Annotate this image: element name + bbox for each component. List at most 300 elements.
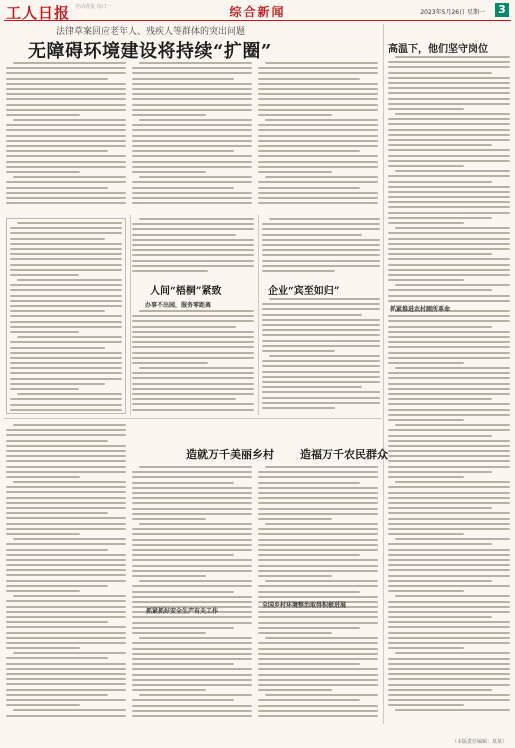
- text-line: [10, 289, 122, 291]
- text-line: [132, 202, 252, 204]
- text-line: [10, 367, 122, 369]
- text-line: [139, 580, 252, 582]
- text-line: [262, 265, 380, 267]
- text-line: [132, 668, 252, 670]
- text-line: [132, 679, 252, 681]
- text-line: [6, 476, 80, 478]
- text-line: [395, 113, 510, 115]
- text-line: [388, 455, 510, 457]
- text-line: [388, 440, 510, 442]
- text-line: [6, 533, 80, 535]
- text-line: [132, 596, 252, 598]
- lead-body-col-3: [258, 62, 378, 212]
- text-line: [388, 72, 492, 74]
- text-line: [10, 232, 122, 234]
- text-line: [258, 642, 378, 644]
- text-line: [10, 321, 122, 323]
- text-line: [265, 637, 378, 639]
- text-line: [258, 104, 378, 106]
- text-line: [262, 249, 380, 251]
- text-line: [6, 663, 126, 665]
- text-line: [388, 554, 510, 556]
- text-line: [10, 372, 122, 374]
- text-line: [258, 653, 378, 655]
- text-line: [132, 653, 252, 655]
- text-line: [10, 347, 105, 349]
- text-line: [388, 621, 510, 623]
- text-line: [132, 632, 206, 634]
- text-line: [258, 192, 378, 194]
- text-line: [388, 222, 464, 224]
- text-line: [13, 709, 126, 711]
- text-line: [388, 92, 510, 94]
- text-line: [132, 393, 254, 395]
- text-line: [388, 471, 492, 473]
- text-line: [258, 674, 378, 676]
- text-line: [388, 139, 510, 141]
- text-line: [132, 601, 252, 603]
- text-line: [132, 699, 234, 701]
- text-line: [262, 334, 380, 336]
- text-line: [258, 124, 378, 126]
- text-line: [258, 611, 378, 613]
- text-line: [388, 523, 510, 525]
- text-line: [388, 476, 464, 478]
- text-line: [139, 176, 252, 178]
- text-line: [132, 129, 252, 131]
- text-line: [262, 270, 335, 272]
- boxed-story: [6, 218, 126, 414]
- text-line: [6, 434, 126, 436]
- text-line: [258, 705, 378, 707]
- text-line: [388, 357, 510, 359]
- text-line: [388, 155, 510, 157]
- text-line: [388, 689, 492, 691]
- text-line: [388, 658, 510, 660]
- text-line: [132, 409, 254, 411]
- lead-kicker: 法律草案回应老年人、残疾人等群体的突出问题: [56, 27, 246, 37]
- text-line: [6, 429, 126, 431]
- text-line: [258, 109, 378, 111]
- text-line: [262, 254, 380, 256]
- text-line: [258, 684, 378, 686]
- text-line: [132, 315, 254, 317]
- text-line: [258, 627, 360, 629]
- text-line: [139, 119, 252, 121]
- text-line: [6, 507, 126, 509]
- text-line: [388, 82, 510, 84]
- text-line: [132, 336, 254, 338]
- text-line: [139, 218, 254, 220]
- text-line: [10, 326, 122, 328]
- text-line: [10, 253, 122, 255]
- text-line: [258, 83, 378, 85]
- text-line: [258, 715, 378, 717]
- text-line: [6, 161, 126, 163]
- text-line: [132, 67, 252, 69]
- text-line: [132, 715, 252, 717]
- text-line: [139, 466, 252, 468]
- text-line: [6, 450, 126, 452]
- text-line: [388, 61, 510, 63]
- text-line: [388, 580, 492, 582]
- text-line: [262, 223, 380, 225]
- text-line: [132, 476, 252, 478]
- text-line: [388, 77, 510, 79]
- text-line: [258, 471, 378, 473]
- text-line: [6, 642, 126, 644]
- text-line: [258, 98, 378, 100]
- text-line: [132, 78, 234, 80]
- text-line: [6, 192, 126, 194]
- text-line: [132, 326, 236, 328]
- text-line: [132, 140, 252, 142]
- text-line: [258, 487, 378, 489]
- text-line: [388, 320, 510, 322]
- text-line: [388, 419, 464, 421]
- text-line: [10, 248, 122, 250]
- text-line: [388, 414, 510, 416]
- text-line: [132, 192, 252, 194]
- text-line: [132, 518, 206, 520]
- text-line: [262, 324, 380, 326]
- text-line: [17, 393, 122, 395]
- text-line: [262, 365, 380, 367]
- text-line: [6, 104, 126, 106]
- text-line: [262, 345, 380, 347]
- text-line: [388, 663, 510, 665]
- text-line: [265, 466, 378, 468]
- text-line: [6, 202, 126, 204]
- text-line: [132, 155, 252, 157]
- text-line: [132, 72, 252, 74]
- text-line: [388, 326, 492, 328]
- text-line: [388, 611, 510, 613]
- text-line: [388, 388, 510, 390]
- text-line: [6, 606, 126, 608]
- text-line: [395, 367, 510, 369]
- text-line: [388, 341, 510, 343]
- text-line: [132, 482, 234, 484]
- text-line: [132, 388, 254, 390]
- text-line: [265, 62, 378, 64]
- text-line: [388, 196, 510, 198]
- text-line: [388, 393, 510, 395]
- text-line: [258, 166, 378, 168]
- text-line: [258, 129, 378, 131]
- text-line: [258, 539, 378, 541]
- text-line: [395, 481, 510, 483]
- text-line: [395, 709, 510, 711]
- text-line: [258, 476, 378, 478]
- text-line: [6, 83, 126, 85]
- text-line: [6, 564, 126, 566]
- text-line: [139, 367, 254, 369]
- text-line: [10, 305, 122, 307]
- text-line: [258, 88, 378, 90]
- text-line: [132, 648, 252, 650]
- text-line: [388, 699, 510, 701]
- text-line: [388, 212, 510, 214]
- text-line: [10, 404, 122, 406]
- text-line: [6, 491, 126, 493]
- text-line: [132, 705, 252, 707]
- text-line: [388, 279, 464, 281]
- text-line: [388, 632, 510, 634]
- text-line: [6, 626, 126, 628]
- text-line: [6, 517, 126, 519]
- text-line: [6, 616, 126, 618]
- text-line: [258, 197, 378, 199]
- text-line: [132, 622, 252, 624]
- text-line: [388, 403, 510, 405]
- text-line: [10, 352, 122, 354]
- text-line: [258, 140, 378, 142]
- text-line: [6, 166, 126, 168]
- text-line: [132, 362, 208, 364]
- text-line: [10, 341, 122, 343]
- text-line: [10, 264, 122, 266]
- text-line: [258, 554, 360, 556]
- text-line: [132, 270, 208, 272]
- text-line: [258, 544, 378, 546]
- text-line: [258, 616, 378, 618]
- text-line: [388, 118, 510, 120]
- text-line: [6, 580, 126, 582]
- text-line: [17, 279, 122, 281]
- text-line: [388, 300, 510, 302]
- section-title: 综合新闻: [229, 5, 286, 19]
- text-line: [258, 93, 378, 95]
- text-line: [10, 243, 122, 245]
- text-line: [132, 114, 206, 116]
- text-line: [258, 518, 332, 520]
- bottom-headline-a: 造就万千美丽乡村: [186, 448, 274, 461]
- text-line: [388, 647, 464, 649]
- text-line: [388, 258, 510, 260]
- text-line: [388, 264, 510, 266]
- text-line: [258, 497, 378, 499]
- text-line: [132, 528, 252, 530]
- text-line: [6, 683, 126, 685]
- text-line: [388, 129, 510, 131]
- text-line: [13, 62, 126, 64]
- text-line: [6, 668, 126, 670]
- text-line: [139, 523, 252, 525]
- text-line: [262, 407, 335, 409]
- text-line: [258, 145, 378, 147]
- text-line: [13, 595, 126, 597]
- text-line: [132, 403, 254, 405]
- text-line: [6, 140, 126, 142]
- text-line: [395, 538, 510, 540]
- text-line: [6, 466, 126, 468]
- text-line: [388, 108, 464, 110]
- text-line: [132, 265, 254, 267]
- text-line: [258, 689, 332, 691]
- text-line: [132, 197, 252, 199]
- text-line: [388, 460, 510, 462]
- text-line: [132, 234, 236, 236]
- text-line: [395, 652, 510, 654]
- text-line: [132, 223, 254, 225]
- text-line: [132, 346, 254, 348]
- text-line: [388, 134, 510, 136]
- text-line: [262, 350, 335, 352]
- text-line: [6, 673, 126, 675]
- text-line: [10, 238, 105, 240]
- text-line: [6, 715, 126, 717]
- text-line: [388, 243, 510, 245]
- text-line: [258, 187, 360, 189]
- text-line: [388, 518, 510, 520]
- text-line: [262, 308, 380, 310]
- text-line: [132, 244, 254, 246]
- text-line: [6, 502, 126, 504]
- issue-date: 2023年5月26日 星期一: [420, 9, 485, 16]
- text-line: [132, 627, 234, 629]
- bottom-subhead-c: 抓紧推进农村厕所革命: [390, 306, 451, 313]
- text-line: [13, 424, 126, 426]
- text-line: [258, 202, 378, 204]
- text-line: [6, 699, 126, 701]
- text-line: [6, 109, 126, 111]
- text-line: [6, 460, 126, 462]
- text-line: [132, 585, 252, 587]
- text-line: [258, 570, 378, 572]
- text-line: [388, 191, 510, 193]
- text-line: [388, 590, 464, 592]
- text-line: [258, 114, 332, 116]
- text-line: [132, 497, 252, 499]
- text-line: [388, 175, 510, 177]
- text-line: [395, 170, 510, 172]
- text-line: [132, 320, 254, 322]
- section-divider: [4, 418, 382, 419]
- text-line: [6, 114, 80, 116]
- text-line: [388, 429, 510, 431]
- text-line: [13, 538, 126, 540]
- bottom-body-col-3: [258, 466, 378, 724]
- text-line: [262, 360, 380, 362]
- text-line: [388, 486, 510, 488]
- text-line: [258, 596, 378, 598]
- text-line: [258, 528, 378, 530]
- bottom-body-col-1: [6, 424, 126, 724]
- text-line: [139, 62, 252, 64]
- text-line: [132, 616, 252, 618]
- text-line: [132, 544, 252, 546]
- text-line: [132, 352, 254, 354]
- text-line: [6, 585, 108, 587]
- text-line: [262, 340, 380, 342]
- text-line: [388, 66, 510, 68]
- text-line: [258, 699, 360, 701]
- text-line: [132, 383, 254, 385]
- text-line: [265, 119, 378, 121]
- bottom-headline-b: 造福万千农民群众: [300, 448, 388, 461]
- text-line: [258, 161, 378, 163]
- text-line: [388, 206, 510, 208]
- text-line: [388, 543, 492, 545]
- text-line: [388, 673, 510, 675]
- text-line: [132, 249, 254, 251]
- text-line: [132, 565, 252, 567]
- text-line: [132, 341, 254, 343]
- text-line: [132, 533, 252, 535]
- text-line: [10, 258, 122, 260]
- text-line: [258, 668, 378, 670]
- text-line: [262, 260, 380, 262]
- text-line: [388, 160, 510, 162]
- text-line: [10, 388, 79, 390]
- text-line: [132, 554, 234, 556]
- text-line: [269, 218, 380, 220]
- mid-body-col-2a: [262, 218, 380, 278]
- text-line: [132, 471, 252, 473]
- text-line: [132, 684, 252, 686]
- text-line: [6, 135, 126, 137]
- text-line: [258, 150, 360, 152]
- text-line: [6, 197, 126, 199]
- text-line: [6, 440, 108, 442]
- text-line: [388, 533, 464, 535]
- text-line: [388, 502, 510, 504]
- text-line: [258, 181, 378, 183]
- text-line: [132, 487, 252, 489]
- text-line: [132, 642, 252, 644]
- text-line: [262, 376, 380, 378]
- text-line: [6, 497, 126, 499]
- text-line: [388, 606, 510, 608]
- text-line: [269, 298, 380, 300]
- text-line: [388, 569, 510, 571]
- text-line: [388, 238, 510, 240]
- text-line: [132, 663, 234, 665]
- text-line: [6, 93, 126, 95]
- text-line: [388, 336, 510, 338]
- text-line: [132, 591, 234, 593]
- text-line: [265, 523, 378, 525]
- mid-headline-a: 人间“梧桐”紧致: [150, 286, 222, 297]
- text-line: [6, 543, 126, 545]
- text-line: [6, 155, 126, 157]
- text-line: [10, 310, 105, 312]
- text-line: [395, 227, 510, 229]
- text-line: [132, 83, 252, 85]
- text-line: [262, 228, 380, 230]
- page-number-badge: 3: [495, 3, 509, 17]
- text-line: [6, 694, 108, 696]
- text-line: [262, 397, 380, 399]
- text-line: [258, 648, 378, 650]
- text-line: [388, 217, 492, 219]
- text-line: [6, 145, 126, 147]
- text-line: [6, 445, 126, 447]
- text-line: [10, 227, 122, 229]
- text-line: [132, 539, 252, 541]
- sidebar-body-col-2: [388, 310, 510, 720]
- text-line: [388, 601, 510, 603]
- text-line: [388, 626, 510, 628]
- text-line: [6, 559, 126, 561]
- text-line: [6, 72, 126, 74]
- text-line: [388, 694, 510, 696]
- text-line: [6, 678, 126, 680]
- text-line: [132, 124, 252, 126]
- text-line: [388, 549, 510, 551]
- text-line: [6, 637, 126, 639]
